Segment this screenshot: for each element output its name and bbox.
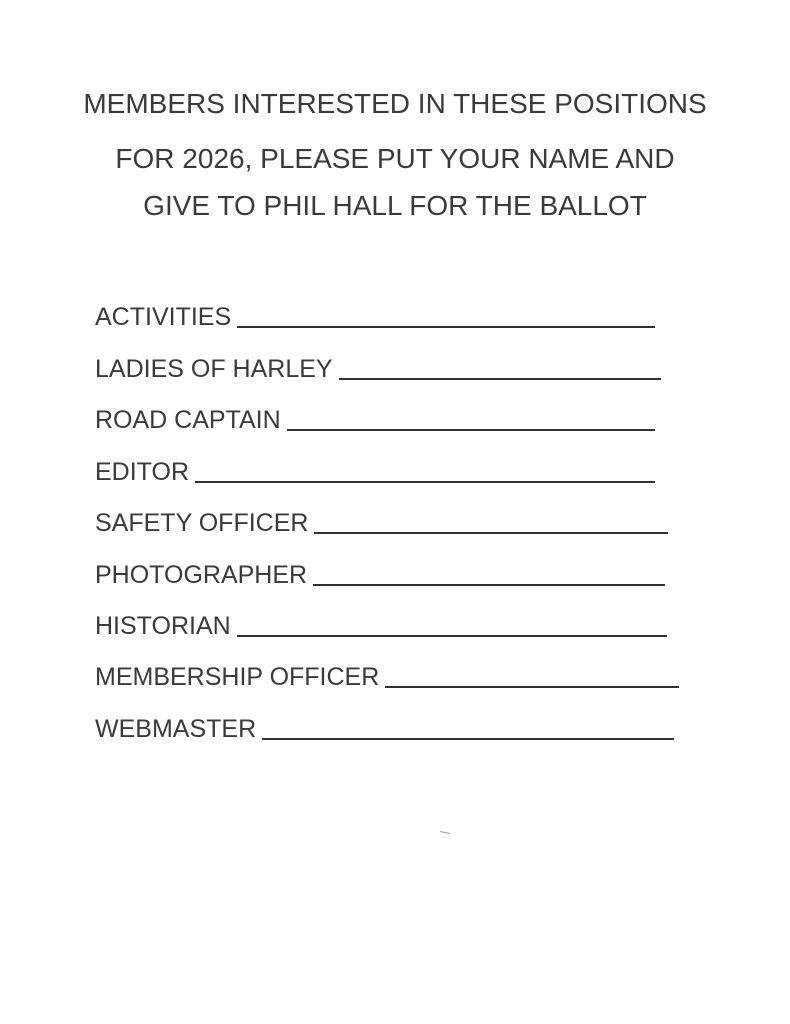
position-row-ladies-of-harley	[95, 348, 661, 384]
name-blank-activities[interactable]	[237, 326, 655, 328]
heading-line-1: MEMBERS INTERESTED IN THESE POSITIONS	[83, 88, 707, 119]
position-label: EDITOR	[95, 458, 189, 486]
position-label: SAFETY OFFICER	[95, 509, 309, 537]
scan-speck	[440, 831, 450, 834]
position-row-safety-officer	[95, 502, 668, 538]
name-blank-photographer[interactable]	[313, 584, 665, 586]
name-blank-historian[interactable]	[237, 635, 667, 637]
name-blank-editor[interactable]	[195, 481, 655, 483]
heading-line-3: GIVE TO PHIL HALL FOR THE BALLOT	[143, 190, 647, 221]
position-row-activities	[95, 296, 655, 332]
position-label: HISTORIAN	[95, 612, 231, 640]
position-row-road-captain	[95, 399, 655, 435]
position-row-photographer	[95, 554, 665, 590]
name-blank-ladies-of-harley[interactable]	[339, 378, 661, 380]
position-label: ACTIVITIES	[95, 303, 232, 331]
name-blank-safety-officer[interactable]	[314, 532, 668, 534]
name-blank-road-captain[interactable]	[287, 429, 655, 431]
position-row-historian	[95, 605, 667, 641]
position-label: WEBMASTER	[95, 715, 257, 743]
name-blank-membership-officer[interactable]	[385, 686, 679, 688]
position-label: LADIES OF HARLEY	[95, 355, 333, 383]
position-row-editor	[95, 451, 655, 487]
position-row-webmaster	[95, 708, 674, 744]
position-row-membership-officer	[95, 656, 679, 692]
position-label: ROAD CAPTAIN	[95, 406, 281, 434]
position-label: MEMBERSHIP OFFICER	[95, 663, 380, 691]
name-blank-webmaster[interactable]	[262, 738, 674, 740]
position-label: PHOTOGRAPHER	[95, 561, 308, 589]
heading-line-2: FOR 2026, PLEASE PUT YOUR NAME AND	[115, 143, 675, 174]
